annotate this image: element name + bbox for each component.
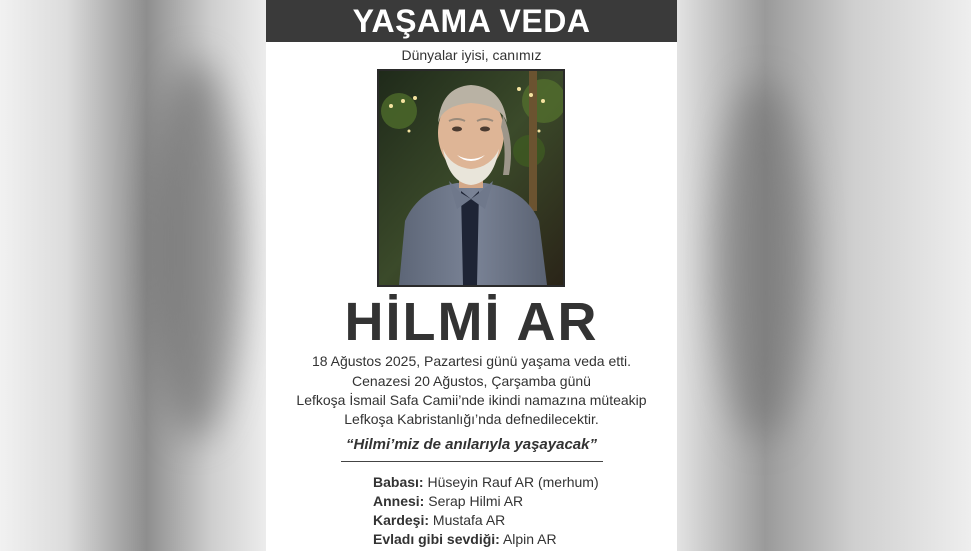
blur-shape <box>717 80 807 440</box>
blurred-background-left <box>0 0 266 551</box>
family-value: Alpin AR <box>502 531 557 547</box>
announcement-line: Lefkoşa Kabristanlığı’nda defnedilecektir. <box>344 411 599 427</box>
family-row <box>373 474 599 490</box>
announcement-line: 18 Ağustos 2025, Pazartesi günü yaşama veda etti. <box>311 353 632 369</box>
announcement-line: Cenazesi 20 Ağustos, Çarşamba günü <box>352 373 591 389</box>
portrait-photo <box>377 69 565 287</box>
blurred-background-right <box>677 0 971 551</box>
family-value: Mustafa AR <box>432 512 506 528</box>
obituary-card <box>266 0 677 551</box>
banner-title: YAŞAMA VEDA <box>266 0 677 42</box>
family-value: Serap Hilmi AR <box>428 493 524 509</box>
portrait-illustration <box>379 71 563 285</box>
family-row <box>373 512 505 528</box>
subtitle: Dünyalar iyisi, canımız <box>401 47 542 63</box>
memorial-quote: “Hilmi’miz de anılarıyla yaşayacak” <box>346 436 597 453</box>
family-label: Evladı gibi sevdiği: <box>373 531 500 547</box>
divider <box>341 461 603 462</box>
family-row <box>373 531 557 547</box>
family-label: Kardeşi: <box>373 512 430 528</box>
family-label: Annesi: <box>373 493 425 509</box>
blur-shape <box>150 60 240 440</box>
family-label: Babası: <box>373 474 424 490</box>
family-row <box>373 493 523 509</box>
family-value: Hüseyin Rauf AR (merhum) <box>427 474 599 490</box>
announcement-line: Lefkoşa İsmail Safa Camii’nde ikindi namazına müteakip <box>296 392 647 408</box>
deceased-name: HİLMİ AR <box>344 292 599 352</box>
